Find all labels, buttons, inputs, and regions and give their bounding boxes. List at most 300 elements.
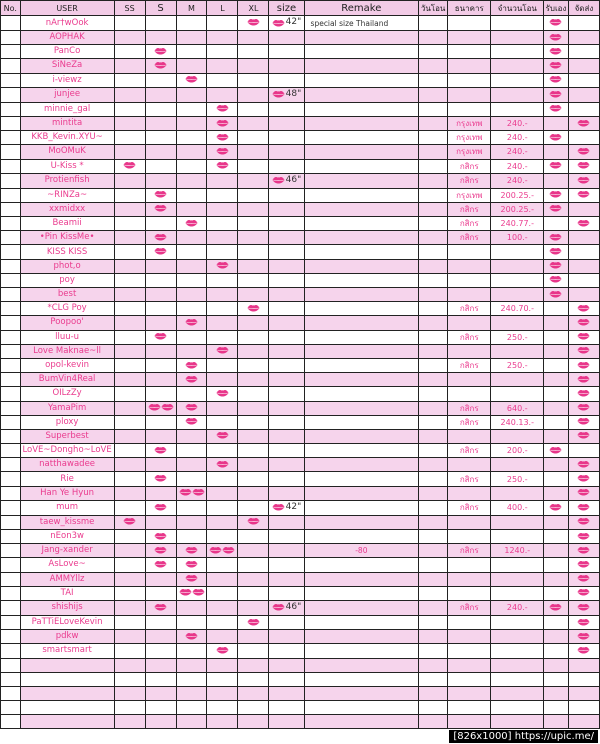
bank-cell (448, 344, 491, 358)
transfer-date-cell (419, 572, 448, 586)
size-xl-cell (238, 387, 269, 401)
table-row (1, 31, 600, 45)
custom-size-cell (269, 358, 304, 372)
table-row (1, 558, 600, 572)
user-cell: smartsmart (20, 644, 114, 658)
size-m-cell (176, 173, 207, 188)
transfer-date-cell (419, 217, 448, 231)
bank-cell (448, 102, 491, 116)
kiss-lips-icon (549, 61, 562, 69)
table-row (1, 202, 600, 216)
kiss-lips-icon (179, 588, 192, 596)
size-xl-cell (238, 159, 269, 173)
kiss-lips-icon (154, 560, 167, 568)
size-ss-cell (114, 387, 145, 401)
transfer-date-cell (419, 159, 448, 173)
table-row (1, 145, 600, 159)
pickup-cell (544, 102, 569, 116)
row-number-cell (1, 16, 21, 31)
kiss-lips-icon (247, 18, 260, 26)
size-l-cell (207, 316, 238, 330)
size-xl-cell (238, 558, 269, 572)
kiss-lips-icon (577, 119, 590, 127)
bank-cell: กสิกร (448, 358, 491, 372)
size-xl-cell (238, 73, 269, 87)
size-m-cell (176, 615, 207, 629)
row-number-cell (1, 217, 21, 231)
remake-cell (304, 644, 419, 658)
amount-cell (491, 615, 544, 629)
size-m-cell (176, 387, 207, 401)
size-s-cell (145, 630, 176, 644)
row-number-cell (1, 387, 21, 401)
row-number-cell (1, 59, 21, 73)
size-m-cell (176, 544, 207, 558)
user-cell: MoOMuK (20, 145, 114, 159)
table-row (1, 217, 600, 231)
size-m-cell (176, 217, 207, 231)
custom-size-cell (269, 159, 304, 173)
header-row (1, 1, 600, 16)
size-l-cell (207, 202, 238, 216)
custom-size-value: 46" (285, 174, 302, 185)
pickup-cell (544, 644, 569, 658)
bank-cell (448, 515, 491, 529)
remake-cell (304, 102, 419, 116)
size-l-cell (207, 630, 238, 644)
size-xl-cell (238, 715, 269, 729)
size-m-cell (176, 401, 207, 415)
row-number-cell (1, 572, 21, 586)
pickup-cell (544, 630, 569, 644)
size-ss-cell (114, 31, 145, 45)
bank-cell (448, 615, 491, 629)
header-no: No. (1, 1, 21, 16)
remake-cell (304, 515, 419, 529)
size-ss-cell (114, 500, 145, 515)
size-xl-cell (238, 302, 269, 316)
kiss-lips-icon (577, 474, 590, 482)
pickup-cell (544, 715, 569, 729)
transfer-date-cell (419, 458, 448, 472)
kiss-lips-icon (577, 219, 590, 227)
kiss-lips-icon (549, 47, 562, 55)
remake-cell (304, 701, 419, 715)
size-xl-cell (238, 116, 269, 130)
remake-cell (304, 415, 419, 429)
size-m-cell (176, 202, 207, 216)
amount-cell (491, 16, 544, 31)
user-cell (20, 701, 114, 715)
size-ss-cell (114, 586, 145, 600)
row-number-cell (1, 544, 21, 558)
pickup-cell (544, 330, 569, 344)
size-xl-cell (238, 401, 269, 415)
header-l: L (207, 1, 238, 16)
size-ss-cell (114, 59, 145, 73)
pickup-cell (544, 145, 569, 159)
size-m-cell (176, 330, 207, 344)
bank-cell (448, 586, 491, 600)
table-row (1, 245, 600, 259)
row-number-cell (1, 458, 21, 472)
remake-cell (304, 358, 419, 372)
transfer-date-cell (419, 231, 448, 245)
row-number-cell (1, 686, 21, 700)
size-m-cell (176, 500, 207, 515)
size-m-cell (176, 288, 207, 302)
user-cell: *CLG Poy (20, 302, 114, 316)
user-cell: taew_kissme (20, 515, 114, 529)
pickup-cell (544, 586, 569, 600)
ship-cell (568, 288, 599, 302)
row-number-cell (1, 259, 21, 273)
transfer-date-cell (419, 245, 448, 259)
size-ss-cell (114, 259, 145, 273)
size-s-cell (145, 358, 176, 372)
custom-size-cell (269, 444, 304, 458)
size-l-cell (207, 273, 238, 287)
pickup-cell (544, 202, 569, 216)
size-xl-cell (238, 644, 269, 658)
remake-cell (304, 45, 419, 59)
remake-cell (304, 373, 419, 387)
size-m-cell (176, 116, 207, 130)
custom-size-cell (269, 686, 304, 700)
amount-cell (491, 87, 544, 102)
size-ss-cell (114, 458, 145, 472)
transfer-date-cell (419, 373, 448, 387)
custom-size-cell (269, 387, 304, 401)
size-l-cell (207, 31, 238, 45)
kiss-lips-icon (216, 389, 229, 397)
pickup-cell (544, 672, 569, 686)
pickup-cell (544, 600, 569, 615)
size-s-cell (145, 387, 176, 401)
pickup-cell (544, 131, 569, 145)
ship-cell (568, 615, 599, 629)
ship-cell (568, 486, 599, 500)
size-s-cell (145, 231, 176, 245)
kiss-lips-icon (272, 603, 285, 611)
kiss-lips-icon (272, 90, 285, 98)
size-xl-cell (238, 630, 269, 644)
size-ss-cell (114, 288, 145, 302)
pickup-cell (544, 73, 569, 87)
header-remake: Remake (304, 1, 419, 16)
bank-cell (448, 658, 491, 672)
transfer-date-cell (419, 302, 448, 316)
amount-cell: 240.- (491, 600, 544, 615)
size-xl-cell (238, 515, 269, 529)
transfer-date-cell (419, 344, 448, 358)
user-cell: Rie (20, 472, 114, 486)
size-s-cell (145, 615, 176, 629)
amount-cell (491, 245, 544, 259)
bank-cell (448, 59, 491, 73)
transfer-date-cell (419, 87, 448, 102)
size-s-cell (145, 500, 176, 515)
amount-cell: 240.77.- (491, 217, 544, 231)
size-s-cell (145, 288, 176, 302)
ship-cell (568, 686, 599, 700)
size-ss-cell (114, 16, 145, 31)
transfer-date-cell (419, 188, 448, 202)
kiss-lips-icon (549, 233, 562, 241)
remake-cell (304, 344, 419, 358)
ship-cell (568, 159, 599, 173)
kiss-lips-icon (549, 290, 562, 298)
user-cell: i-viewz (20, 73, 114, 87)
ship-cell (568, 31, 599, 45)
amount-cell: 100.- (491, 231, 544, 245)
custom-size-cell (269, 500, 304, 515)
remake-cell (304, 288, 419, 302)
size-s-cell (145, 59, 176, 73)
kiss-lips-icon (549, 75, 562, 83)
pickup-cell (544, 415, 569, 429)
bank-cell: กสิกร (448, 302, 491, 316)
user-cell: ploxy (20, 415, 114, 429)
table-row (1, 686, 600, 700)
size-xl-cell (238, 600, 269, 615)
ship-cell (568, 358, 599, 372)
remake-cell (304, 217, 419, 231)
kiss-lips-icon (549, 204, 562, 212)
transfer-date-cell (419, 486, 448, 500)
ship-cell (568, 188, 599, 202)
size-xl-cell (238, 173, 269, 188)
pickup-cell (544, 16, 569, 31)
amount-cell: 1240.- (491, 544, 544, 558)
transfer-date-cell (419, 429, 448, 443)
row-number-cell (1, 302, 21, 316)
kiss-lips-icon (577, 318, 590, 326)
table-row (1, 658, 600, 672)
pickup-cell (544, 173, 569, 188)
size-ss-cell (114, 515, 145, 529)
table-row (1, 259, 600, 273)
kiss-lips-icon (272, 19, 285, 27)
transfer-date-cell (419, 73, 448, 87)
ship-cell (568, 173, 599, 188)
ship-cell (568, 217, 599, 231)
size-ss-cell (114, 188, 145, 202)
pickup-cell (544, 273, 569, 287)
size-ss-cell (114, 686, 145, 700)
size-m-cell (176, 73, 207, 87)
transfer-date-cell (419, 401, 448, 415)
size-l-cell (207, 45, 238, 59)
user-cell: lluu-u (20, 330, 114, 344)
user-cell: Jang-xander (20, 544, 114, 558)
amount-cell (491, 316, 544, 330)
custom-size-cell (269, 558, 304, 572)
size-ss-cell (114, 373, 145, 387)
table-row (1, 572, 600, 586)
kiss-lips-icon (179, 488, 192, 496)
kiss-lips-icon (192, 588, 205, 596)
amount-cell: 240.- (491, 159, 544, 173)
size-s-cell (145, 600, 176, 615)
size-l-cell (207, 245, 238, 259)
row-number-cell (1, 188, 21, 202)
kiss-lips-icon (577, 332, 590, 340)
header-user: USER (20, 1, 114, 16)
size-ss-cell (114, 73, 145, 87)
ship-cell (568, 472, 599, 486)
amount-cell (491, 515, 544, 529)
size-l-cell (207, 131, 238, 145)
pickup-cell (544, 316, 569, 330)
bank-cell: กสิกร (448, 544, 491, 558)
size-s-cell (145, 672, 176, 686)
pickup-cell (544, 344, 569, 358)
pickup-cell (544, 387, 569, 401)
size-l-cell (207, 188, 238, 202)
table-row (1, 73, 600, 87)
user-cell: KISS KISS (20, 245, 114, 259)
size-s-cell (145, 188, 176, 202)
pickup-cell (544, 373, 569, 387)
pickup-cell (544, 544, 569, 558)
size-xl-cell (238, 472, 269, 486)
size-m-cell (176, 231, 207, 245)
kiss-lips-icon (549, 161, 562, 169)
size-l-cell (207, 558, 238, 572)
custom-size-cell (269, 401, 304, 415)
kiss-lips-icon (185, 75, 198, 83)
amount-cell: 240.70.- (491, 302, 544, 316)
table-row (1, 615, 600, 629)
kiss-lips-icon (577, 417, 590, 425)
size-ss-cell (114, 173, 145, 188)
size-l-cell (207, 16, 238, 31)
kiss-lips-icon (216, 119, 229, 127)
remake-cell (304, 59, 419, 73)
size-ss-cell (114, 600, 145, 615)
size-ss-cell (114, 401, 145, 415)
bank-cell (448, 630, 491, 644)
size-l-cell (207, 701, 238, 715)
transfer-date-cell (419, 644, 448, 658)
custom-size-cell (269, 644, 304, 658)
ship-cell (568, 87, 599, 102)
custom-size-cell (269, 458, 304, 472)
amount-cell (491, 387, 544, 401)
remake-cell (304, 530, 419, 544)
kiss-lips-icon (154, 603, 167, 611)
kiss-lips-icon (577, 532, 590, 540)
kiss-lips-icon (216, 161, 229, 169)
remake-cell (304, 159, 419, 173)
user-cell: AMMYllz (20, 572, 114, 586)
custom-size-cell (269, 658, 304, 672)
kiss-lips-icon (549, 603, 562, 611)
bank-cell: กสิกร (448, 159, 491, 173)
transfer-date-cell (419, 500, 448, 515)
row-number-cell (1, 173, 21, 188)
ship-cell (568, 102, 599, 116)
custom-size-cell (269, 102, 304, 116)
transfer-date-cell (419, 259, 448, 273)
table-row (1, 586, 600, 600)
size-xl-cell (238, 16, 269, 31)
size-l-cell (207, 344, 238, 358)
pickup-cell (544, 686, 569, 700)
kiss-lips-icon (154, 204, 167, 212)
transfer-date-cell (419, 316, 448, 330)
ship-cell (568, 600, 599, 615)
ship-cell (568, 131, 599, 145)
size-l-cell (207, 217, 238, 231)
size-m-cell (176, 159, 207, 173)
row-number-cell (1, 373, 21, 387)
transfer-date-cell (419, 173, 448, 188)
row-number-cell (1, 31, 21, 45)
size-ss-cell (114, 530, 145, 544)
amount-cell (491, 373, 544, 387)
user-cell: PanCo (20, 45, 114, 59)
ship-cell (568, 658, 599, 672)
size-m-cell (176, 415, 207, 429)
user-cell: Love Maknae~ll (20, 344, 114, 358)
size-xl-cell (238, 87, 269, 102)
pickup-cell (544, 45, 569, 59)
transfer-date-cell (419, 387, 448, 401)
amount-cell (491, 102, 544, 116)
size-s-cell (145, 344, 176, 358)
ship-cell (568, 458, 599, 472)
remake-cell (304, 658, 419, 672)
pickup-cell (544, 188, 569, 202)
remake-cell (304, 444, 419, 458)
kiss-lips-icon (185, 574, 198, 582)
custom-size-cell (269, 288, 304, 302)
size-m-cell (176, 686, 207, 700)
ship-cell (568, 387, 599, 401)
amount-cell: 240.13.- (491, 415, 544, 429)
remake-cell (304, 686, 419, 700)
size-xl-cell (238, 458, 269, 472)
row-number-cell (1, 500, 21, 515)
table-row (1, 87, 600, 102)
bank-cell (448, 429, 491, 443)
remake-cell (304, 188, 419, 202)
size-s-cell (145, 116, 176, 130)
size-l-cell (207, 686, 238, 700)
bank-cell: กสิกร (448, 444, 491, 458)
kiss-lips-icon (216, 460, 229, 468)
size-m-cell (176, 316, 207, 330)
row-number-cell (1, 672, 21, 686)
custom-size-cell (269, 173, 304, 188)
row-number-cell (1, 615, 21, 629)
size-xl-cell (238, 231, 269, 245)
kiss-lips-icon (216, 346, 229, 354)
ship-cell (568, 429, 599, 443)
user-cell: pdkw (20, 630, 114, 644)
size-ss-cell (114, 672, 145, 686)
pickup-cell (544, 87, 569, 102)
bank-cell (448, 73, 491, 87)
amount-cell (491, 715, 544, 729)
user-cell: AOPHAK (20, 31, 114, 45)
table-row (1, 344, 600, 358)
size-ss-cell (114, 572, 145, 586)
transfer-date-cell (419, 715, 448, 729)
amount-cell (491, 558, 544, 572)
